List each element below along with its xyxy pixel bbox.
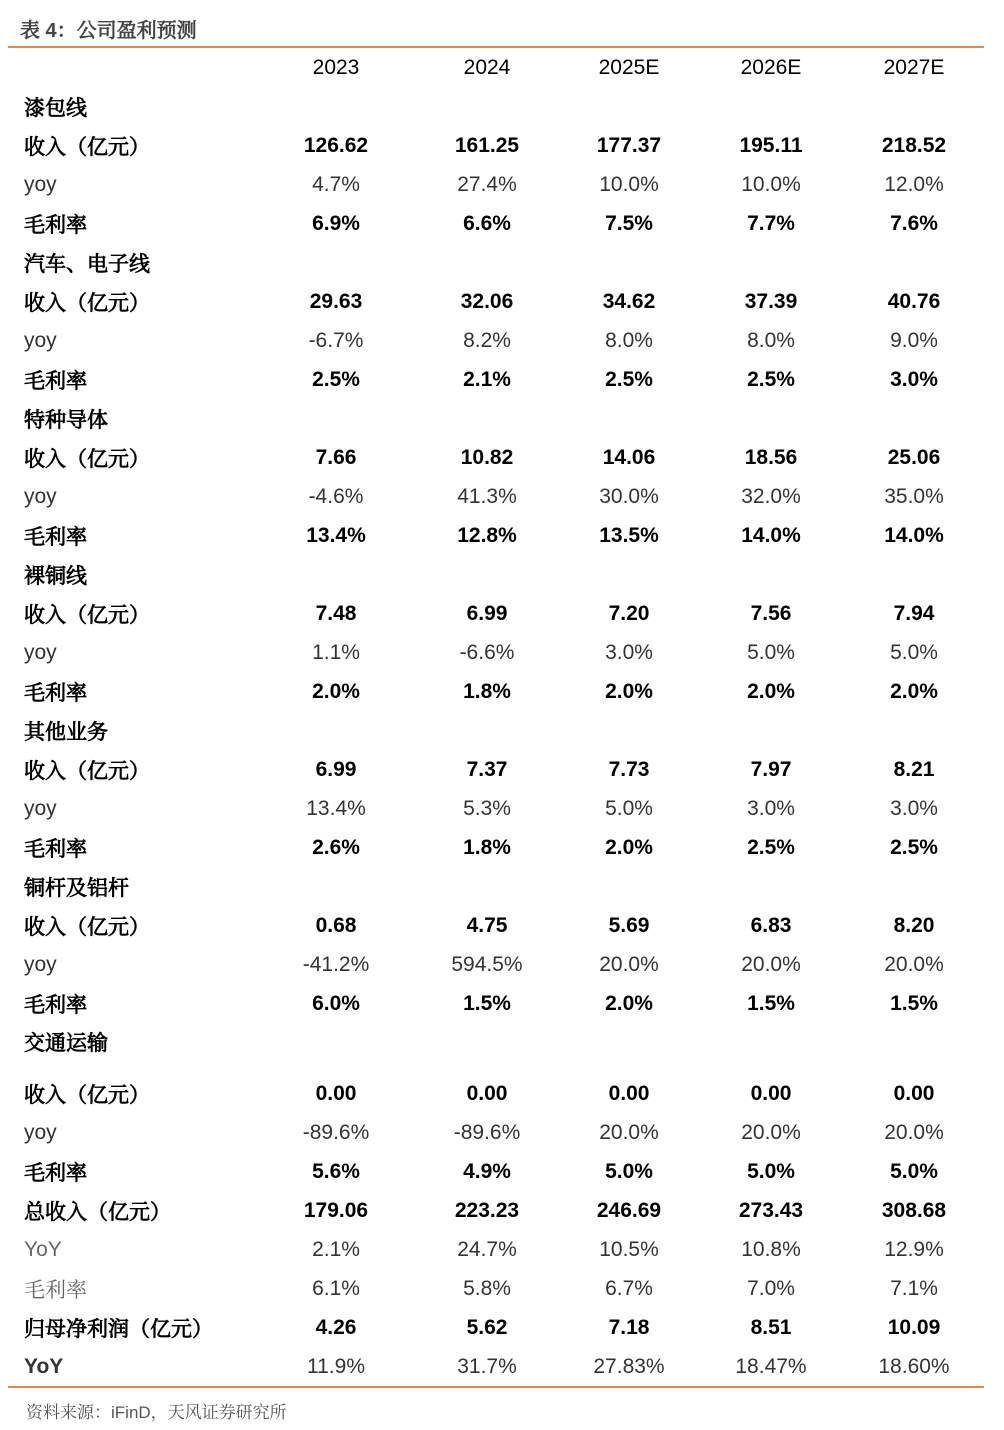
value-cell: 2.1% — [463, 367, 511, 391]
value-cell — [560, 1023, 698, 1074]
table-row — [8, 360, 984, 399]
value-cell: 18.56 — [744, 445, 798, 469]
value-cell — [414, 87, 560, 126]
header-year: 2024 — [463, 55, 511, 79]
value-cell: 20.0% — [741, 1120, 801, 1144]
row-label: 毛利率 — [24, 1161, 87, 1185]
table-row — [8, 984, 984, 1023]
value-cell: 7.6% — [890, 211, 938, 235]
value-cell — [258, 1023, 414, 1074]
row-label: 铜杆及铝杆 — [24, 876, 129, 900]
table-row — [8, 1152, 984, 1191]
value-cell: 2.0% — [605, 835, 653, 859]
value-cell: 7.1% — [890, 1276, 938, 1300]
table-row — [8, 828, 984, 867]
bottom-rule — [8, 1386, 984, 1388]
value-cell: -6.7% — [308, 328, 364, 352]
value-cell: 12.0% — [884, 172, 944, 196]
value-cell — [844, 1023, 984, 1074]
value-cell: 12.9% — [884, 1237, 944, 1261]
value-cell: 34.62 — [602, 289, 656, 313]
table-row — [8, 1113, 984, 1152]
header-year: 2027E — [883, 55, 945, 79]
table-row — [8, 1269, 984, 1308]
value-cell: 30.0% — [599, 484, 659, 508]
value-cell: 5.0% — [747, 1159, 795, 1183]
value-cell — [414, 399, 560, 438]
row-label: YoY — [24, 1237, 62, 1261]
table-row — [8, 555, 984, 594]
row-label: 毛利率 — [24, 369, 87, 393]
header-year: 2023 — [312, 55, 360, 79]
value-cell — [844, 87, 984, 126]
value-cell: 20.0% — [599, 1120, 659, 1144]
table-row — [8, 126, 984, 165]
value-cell: 8.0% — [605, 328, 653, 352]
value-cell: 308.68 — [881, 1198, 947, 1222]
row-label: 归母净利润（亿元） — [24, 1317, 213, 1341]
value-cell: 126.62 — [303, 133, 369, 157]
value-cell: 32.06 — [460, 289, 514, 313]
value-cell — [698, 87, 844, 126]
row-label: 毛利率 — [24, 837, 87, 861]
value-cell: 20.0% — [884, 1120, 944, 1144]
row-label: 其他业务 — [24, 720, 108, 744]
value-cell: 10.5% — [599, 1237, 659, 1261]
value-cell: 5.0% — [605, 796, 653, 820]
row-label: 漆包线 — [24, 96, 87, 120]
value-cell: 41.3% — [457, 484, 517, 508]
value-cell: 177.37 — [596, 133, 662, 157]
value-cell: 5.62 — [466, 1315, 508, 1339]
table-row — [8, 516, 984, 555]
value-cell: 8.20 — [893, 913, 935, 937]
row-label: yoy — [24, 796, 57, 820]
table-row — [8, 1074, 984, 1113]
value-cell — [844, 555, 984, 594]
row-label: 毛利率 — [24, 993, 87, 1017]
row-label: 收入（亿元） — [24, 447, 150, 471]
source-note: 资料来源：iFinD，天风证券研究所 — [26, 1403, 287, 1422]
value-cell: 7.56 — [750, 601, 792, 625]
value-cell — [258, 867, 414, 906]
row-label: yoy — [24, 484, 57, 508]
value-cell: 0.68 — [315, 913, 357, 937]
header-blank — [8, 48, 258, 87]
value-cell: 4.75 — [466, 913, 508, 937]
value-cell: 20.0% — [741, 952, 801, 976]
value-cell: 0.00 — [750, 1081, 792, 1105]
value-cell: 24.7% — [457, 1237, 517, 1261]
value-cell: 8.51 — [750, 1315, 792, 1339]
value-cell: 13.4% — [306, 523, 366, 547]
row-label: 收入（亿元） — [24, 603, 150, 627]
table-row — [8, 633, 984, 672]
table-row — [8, 243, 984, 282]
table-row — [8, 711, 984, 750]
value-cell — [258, 399, 414, 438]
row-label: 收入（亿元） — [24, 1083, 150, 1107]
row-label: 毛利率 — [24, 525, 87, 549]
value-cell: 4.9% — [463, 1159, 511, 1183]
table-row — [8, 204, 984, 243]
row-label: yoy — [24, 1120, 57, 1144]
value-cell: 2.0% — [890, 679, 938, 703]
table-row — [8, 750, 984, 789]
value-cell — [698, 1023, 844, 1074]
value-cell: 5.0% — [605, 1159, 653, 1183]
value-cell — [560, 243, 698, 282]
value-cell: 2.5% — [747, 835, 795, 859]
value-cell — [560, 711, 698, 750]
table-row — [8, 1308, 984, 1347]
value-cell: 5.8% — [463, 1276, 511, 1300]
value-cell: 6.99 — [315, 757, 357, 781]
value-cell: 3.0% — [605, 640, 653, 664]
value-cell: 7.18 — [608, 1315, 650, 1339]
value-cell: 2.0% — [312, 679, 360, 703]
value-cell: 20.0% — [599, 952, 659, 976]
value-cell: -4.6% — [308, 484, 364, 508]
value-cell: 27.4% — [457, 172, 517, 196]
value-cell: 7.97 — [750, 757, 792, 781]
row-label: 总收入（亿元） — [24, 1200, 171, 1224]
value-cell: 2.5% — [890, 835, 938, 859]
value-cell — [698, 711, 844, 750]
forecast-table — [8, 48, 984, 1386]
value-cell: 0.00 — [466, 1081, 508, 1105]
table-row — [8, 87, 984, 126]
value-cell: -89.6% — [453, 1120, 521, 1144]
value-cell: 7.5% — [605, 211, 653, 235]
value-cell: 2.5% — [312, 367, 360, 391]
value-cell: 2.5% — [605, 367, 653, 391]
value-cell: 7.0% — [747, 1276, 795, 1300]
value-cell — [414, 867, 560, 906]
value-cell: 29.63 — [309, 289, 363, 313]
value-cell — [844, 243, 984, 282]
value-cell — [844, 867, 984, 906]
value-cell — [560, 555, 698, 594]
value-cell: 13.5% — [599, 523, 659, 547]
row-label: 收入（亿元） — [24, 759, 150, 783]
value-cell: 2.0% — [747, 679, 795, 703]
value-cell — [258, 555, 414, 594]
row-label: 收入（亿元） — [24, 915, 150, 939]
value-cell — [258, 243, 414, 282]
value-cell: 5.0% — [890, 640, 938, 664]
value-cell: 0.00 — [893, 1081, 935, 1105]
value-cell: 7.66 — [315, 445, 357, 469]
table-body — [8, 87, 984, 1386]
value-cell: 218.52 — [881, 133, 947, 157]
value-cell: 9.0% — [890, 328, 938, 352]
table-row — [8, 1023, 984, 1074]
table-row — [8, 1191, 984, 1230]
value-cell: 179.06 — [303, 1198, 369, 1222]
row-label: yoy — [24, 640, 57, 664]
value-cell: 2.1% — [312, 1237, 360, 1261]
value-cell — [698, 243, 844, 282]
value-cell — [258, 711, 414, 750]
value-cell: 0.00 — [315, 1081, 357, 1105]
value-cell: 7.48 — [315, 601, 357, 625]
table-row — [8, 906, 984, 945]
value-cell: 3.0% — [890, 367, 938, 391]
value-cell — [560, 867, 698, 906]
value-cell: 12.8% — [457, 523, 517, 547]
value-cell: 2.5% — [747, 367, 795, 391]
value-cell: 27.83% — [593, 1354, 665, 1378]
value-cell — [414, 1023, 560, 1074]
value-cell: 6.83 — [750, 913, 792, 937]
value-cell — [258, 87, 414, 126]
value-cell: 6.1% — [312, 1276, 360, 1300]
value-cell: 3.0% — [890, 796, 938, 820]
header-year: 2025E — [598, 55, 660, 79]
value-cell: 13.4% — [306, 796, 366, 820]
value-cell — [414, 243, 560, 282]
value-cell: 14.0% — [884, 523, 944, 547]
value-cell: 8.0% — [747, 328, 795, 352]
value-cell: 10.0% — [599, 172, 659, 196]
value-cell: 273.43 — [738, 1198, 804, 1222]
table-row — [8, 438, 984, 477]
value-cell: 195.11 — [739, 133, 803, 157]
value-cell — [844, 399, 984, 438]
value-cell: 1.1% — [312, 640, 360, 664]
value-cell: 2.0% — [605, 679, 653, 703]
table-row — [8, 321, 984, 360]
value-cell: 4.7% — [312, 172, 360, 196]
value-cell — [414, 555, 560, 594]
header-row — [8, 48, 984, 87]
table-row — [8, 594, 984, 633]
value-cell: 0.00 — [608, 1081, 650, 1105]
value-cell — [698, 555, 844, 594]
value-cell: 4.26 — [315, 1315, 357, 1339]
value-cell: 594.5% — [451, 952, 523, 976]
row-label: 收入（亿元） — [24, 135, 150, 159]
value-cell: 3.0% — [747, 796, 795, 820]
value-cell: 5.3% — [463, 796, 511, 820]
header-year: 2026E — [740, 55, 802, 79]
value-cell: 2.0% — [605, 991, 653, 1015]
value-cell: 37.39 — [744, 289, 798, 313]
value-cell: 10.0% — [741, 172, 801, 196]
table-row — [8, 165, 984, 204]
table-row — [8, 399, 984, 438]
value-cell: 1.8% — [463, 835, 511, 859]
value-cell: 6.99 — [466, 601, 508, 625]
value-cell: 246.69 — [596, 1198, 662, 1222]
value-cell: 7.94 — [893, 601, 935, 625]
table-row — [8, 1230, 984, 1269]
value-cell: 5.0% — [747, 640, 795, 664]
value-cell — [560, 399, 698, 438]
value-cell: 161.25 — [454, 133, 520, 157]
row-label: 毛利率 — [24, 1278, 87, 1302]
value-cell: 18.60% — [878, 1354, 950, 1378]
value-cell: 223.23 — [454, 1198, 520, 1222]
value-cell: 6.6% — [463, 211, 511, 235]
value-cell: 20.0% — [884, 952, 944, 976]
value-cell: 7.7% — [747, 211, 795, 235]
value-cell — [414, 711, 560, 750]
value-cell: 14.06 — [602, 445, 656, 469]
row-label: 特种导体 — [24, 408, 108, 432]
value-cell: 7.20 — [608, 601, 650, 625]
value-cell: 6.9% — [312, 211, 360, 235]
value-cell: 6.7% — [605, 1276, 653, 1300]
value-cell: 5.69 — [608, 913, 650, 937]
row-label: 收入（亿元） — [24, 291, 150, 315]
value-cell — [560, 87, 698, 126]
row-label: yoy — [24, 328, 57, 352]
row-label: yoy — [24, 952, 57, 976]
value-cell: 5.0% — [890, 1159, 938, 1183]
value-cell: 1.5% — [890, 991, 938, 1015]
row-label: YoY — [24, 1354, 64, 1378]
row-label: yoy — [24, 172, 57, 196]
value-cell: 7.37 — [466, 757, 508, 781]
value-cell: 10.09 — [887, 1315, 941, 1339]
value-cell: 7.73 — [608, 757, 650, 781]
row-label: 交通运输 — [24, 1032, 108, 1055]
table-row — [8, 1347, 984, 1386]
value-cell: 10.82 — [460, 445, 514, 469]
value-cell: 18.47% — [735, 1354, 807, 1378]
row-label: 裸铜线 — [24, 564, 87, 588]
value-cell: 1.5% — [463, 991, 511, 1015]
value-cell: 10.8% — [741, 1237, 801, 1261]
table-row — [8, 867, 984, 906]
value-cell: -41.2% — [302, 952, 370, 976]
value-cell: 32.0% — [741, 484, 801, 508]
row-label: 毛利率 — [24, 681, 87, 705]
row-label: 汽车、电子线 — [24, 252, 150, 276]
value-cell: 35.0% — [884, 484, 944, 508]
value-cell: 25.06 — [887, 445, 941, 469]
table-row — [8, 282, 984, 321]
value-cell: 31.7% — [457, 1354, 517, 1378]
value-cell: 5.6% — [312, 1159, 360, 1183]
value-cell: 40.76 — [887, 289, 941, 313]
value-cell: 2.6% — [312, 835, 360, 859]
value-cell: -89.6% — [302, 1120, 370, 1144]
table-row — [8, 672, 984, 711]
table-row — [8, 789, 984, 828]
table-row — [8, 945, 984, 984]
table-title: 表 4：公司盈利预测 — [20, 20, 197, 42]
value-cell: 1.8% — [463, 679, 511, 703]
value-cell — [844, 711, 984, 750]
value-cell: 6.0% — [312, 991, 360, 1015]
value-cell: 1.5% — [747, 991, 795, 1015]
value-cell: -6.6% — [459, 640, 515, 664]
row-label: 毛利率 — [24, 213, 87, 237]
value-cell — [698, 867, 844, 906]
value-cell: 11.9% — [307, 1354, 365, 1378]
value-cell: 14.0% — [741, 523, 801, 547]
value-cell — [698, 399, 844, 438]
table-row — [8, 477, 984, 516]
value-cell: 8.21 — [893, 757, 935, 781]
value-cell: 8.2% — [463, 328, 511, 352]
